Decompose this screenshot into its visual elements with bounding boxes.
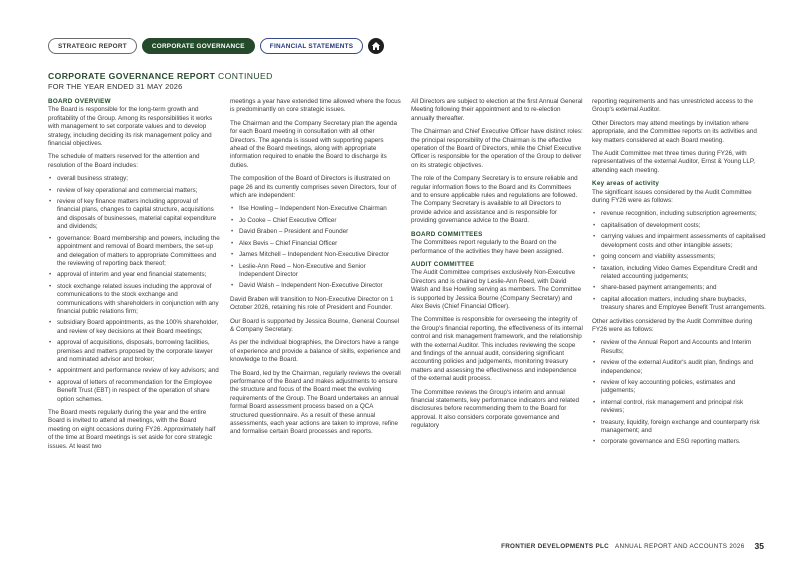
- paragraph: The Committees report regularly to the Board on the performance of the activities they have been assigned.: [411, 239, 564, 255]
- footer-report-title: ANNUAL REPORT AND ACCOUNTS 2026: [614, 542, 745, 550]
- paragraph: The schedule of matters reserved for the attention and resolution of the Board includes:: [48, 153, 200, 169]
- directors-list: [230, 205, 402, 290]
- list-item: • corporate governance and ESG reporting matters.: [592, 438, 766, 446]
- list-item: • taxation, including Video Games Expenditure Credit and related accounting judgements;: [592, 265, 766, 282]
- column-4: [592, 98, 766, 452]
- page-title-continued: CONTINUED: [218, 71, 273, 81]
- list-item: • James Mitchell – Independent Non-Executive Director: [230, 251, 402, 259]
- home-icon: [371, 41, 381, 51]
- list-item: • subsidiary Board appointments, as the 100% shareholder, and review of key decisions at their Board meetings;: [48, 319, 220, 336]
- paragraph: All Directors are subject to election at the first Annual General Meeting following their appointment and to re-election annually thereafter.: [411, 98, 583, 122]
- page-subtitle: FOR THE YEAR ENDED 31 MAY 2026: [48, 82, 183, 91]
- page-title-text: CORPORATE GOVERNANCE REPORT: [48, 71, 216, 81]
- key-areas-heading: Key areas of activity: [592, 180, 660, 188]
- list-item: • approval of letters of recommendation for the Employee Benefit Trust (EBT) in respect of the operation of share option schemes.: [48, 379, 220, 404]
- page-number: 35: [754, 541, 764, 551]
- list-item: • review of key finance matters including approval of financial plans, changes to capital structure, acquisitions and disposals of businesses, material capital expenditure and dividends;: [48, 198, 220, 232]
- paragraph: Other Directors may attend meetings by invitation where appropriate, and the Committee reports on its activities and key matters considered at each Board meeting.: [592, 119, 757, 144]
- paragraph: The Chairman and Chief Executive Officer have distinct roles: the principal responsibility of the Chairman is the effective operation of the Board of Directors, while the Chief Executive Officer is responsible for the operation of the Group to deliver on its strategic objectives.: [411, 128, 583, 169]
- list-item: • David Braben – President and Founder: [230, 228, 402, 236]
- list-item: • governance: Board membership and powers, including the appointment and removal of Board members, the set-up and delegation of matters to appropriate Committees and the reviewing of reporting back thereof;: [48, 235, 220, 269]
- paragraph: The Committee is responsible for overseeing the integrity of the Group's financial reporting, the effectiveness of its internal control and risk management framework, and the relationship with the external Auditor. This includes reviewing the scope and findings of the annual audit, considering significant accounting policies and judgements, monitoring treasury matters and assessing the effectiveness and independence of the external audit process.: [411, 316, 583, 383]
- list-item: • Ilse Howling – Independent Non-Executive Chairman: [230, 205, 402, 213]
- paragraph: David Braben will transition to Non-Executive Director on 1 October 2026, retaining his role of President and Founder.: [230, 295, 394, 312]
- list-item: • capitalisation of development costs;: [592, 222, 766, 230]
- paragraph: Other activities considered by the Audit Committee during FY26 were as follows:: [592, 317, 753, 333]
- column-3: [411, 98, 583, 436]
- footer-company: FRONTIER DEVELOPMENTS PLC: [501, 542, 609, 550]
- paragraph: Our Board is supported by Jessica Bourne, General Counsel & Company Secretary.: [230, 317, 400, 333]
- paragraph: The Board meets regularly during the year and the entire Board is invited to attend all meetings, with the Board meeting on eight occasions during FY26. Approximately half of the time at Board meetings is set aside for core strategic issues. At least two: [48, 409, 216, 450]
- paragraph: The composition of the Board of Directors is illustrated on page 26 and its currently comprises seven Directors, four of which are independent:: [230, 175, 397, 200]
- list-item: • internal control, risk management and principal risk reviews;: [592, 399, 766, 416]
- list-item: • review of the Annual Report and Accounts and Interim Results;: [592, 339, 766, 356]
- home-button[interactable]: [368, 38, 384, 54]
- paragraph: The Board is responsible for the long-term growth and profitability of the Group. Among its responsibilities it works with management to set corporate values and to develop strategy, including deciding its risk management policy and financial objectives.: [48, 106, 213, 148]
- list-item: • Leslie-Ann Reed – Non-Executive and Senior Independent Director: [230, 263, 402, 280]
- board-committees-heading: BOARD COMMITTEES: [411, 230, 483, 238]
- nav-financial-statements-button[interactable]: FINANCIAL STATEMENTS: [260, 38, 363, 54]
- list-item: • going concern and viability assessments;: [592, 253, 766, 261]
- audit-committee-heading: AUDIT COMMITTEE: [411, 260, 475, 268]
- paragraph: The role of the Company Secretary is to ensure reliable and regular information flows to the Board and its Committees and to ensure applicable rules and regulations are followed. The Company Secretary is available to all Directors to provide advice and assistance and is responsible for providing governance advice to the Board.: [411, 175, 578, 225]
- paragraph: reporting requirements and has unrestricted access to the Group's external Auditor.: [592, 98, 754, 114]
- list-item: • carrying values and impairment assessments of capitalised development costs and other intangible assets;: [592, 233, 766, 250]
- list-item: • approval of acquisitions, disposals, borrowing facilities, premises and matters proposed by the corporate lawyer and nominated advisor and broker;: [48, 339, 220, 364]
- list-item: • Alex Bevis – Chief Financial Officer: [230, 240, 402, 248]
- list-item: • treasury, liquidity, foreign exchange and counterparty risk management; and: [592, 419, 766, 436]
- paragraph: The Committee reviews the Group's interim and annual financial statements, key performance indicators and related disclosures before recommending them to the Board for approval. It also considers corporate governance and regulatory: [411, 388, 580, 430]
- list-item: • overall business strategy;: [48, 175, 220, 183]
- list-item: • revenue recognition, including subscription agreements;: [592, 210, 766, 218]
- significant-issues-list: [592, 210, 766, 312]
- paragraph: The significant issues considered by the Audit Committee during FY26 were as follows:: [592, 188, 752, 205]
- list-item: • appointment and performance review of key advisors; and: [48, 367, 220, 375]
- paragraph: The Board, led by the Chairman, regularly reviews the overall performance of the Board and makes adjustments to ensure the structure and focus of the Board meet the evolving requirements of the Group. The Board undertakes an annual formal Board assessment process based on a QCA structured questionnaire. As a result of these annual assessments, each year actions are taken to improve, refine and formalise certain Board processes and reports.: [230, 369, 401, 436]
- list-item: • review of the external Auditor's audit plan, findings and independence;: [592, 359, 766, 376]
- list-item: • David Walsh – Independent Non-Executive Director: [230, 282, 402, 290]
- column-2: [230, 98, 402, 442]
- nav-corporate-governance-button[interactable]: CORPORATE GOVERNANCE: [142, 38, 255, 54]
- nav-strategic-report-button[interactable]: STRATEGIC REPORT: [48, 38, 137, 54]
- board-overview-heading: BOARD OVERVIEW: [48, 98, 111, 105]
- paragraph: The Audit Committee comprises exclusively Non-Executive Directors and is chaired by Leslie-Ann Reed, with David Walsh and Ilse Howling serving as members. The Committee is supported by Jessica Bourne (Company Secretary) and Alex Bevis (Chief Financial Officer).: [411, 269, 582, 310]
- other-activities-list: [592, 339, 766, 446]
- list-item: • approval of interim and year end financial statements;: [48, 271, 220, 279]
- list-item: • share-based payment arrangements; and: [592, 284, 766, 292]
- list-item: • Jo Cooke – Chief Executive Officer: [230, 217, 402, 225]
- paragraph: As per the individual biographies, the Directors have a range of experience and provide a balance of skills, experience and knowledge to the Board.: [230, 339, 401, 364]
- list-item: • stock exchange related issues including the approval of communications to the stock exchange and communications with shareholders in conjunction with any financial public relations firm;: [48, 283, 220, 317]
- page-footer: [501, 541, 764, 551]
- page-title: [48, 71, 273, 81]
- paragraph: The Audit Committee met three times during FY26, with representatives of the external Auditor, Ernst & Young LLP, attending each meeting.: [592, 150, 756, 174]
- reserved-matters-list: [48, 175, 220, 404]
- list-item: • review of key operational and commercial matters;: [48, 187, 220, 195]
- section-nav: [48, 38, 384, 54]
- list-item: • review of key accounting policies, estimates and judgements;: [592, 379, 766, 396]
- list-item: • capital allocation matters, including share buybacks, treasury shares and Employee Benefit Trust arrangements.: [592, 296, 766, 313]
- paragraph: meetings a year have extended time allowed where the focus is predominantly on core strategic issues.: [230, 98, 401, 114]
- column-1: [48, 98, 220, 456]
- paragraph: The Chairman and the Company Secretary plan the agenda for each Board meeting in consultation with all other Directors. The agenda is issued with supporting papers ahead of the Board meetings, along with appropriate information required to enable the Board to discharge its duties.: [230, 119, 397, 169]
- page-heading: [48, 71, 273, 91]
